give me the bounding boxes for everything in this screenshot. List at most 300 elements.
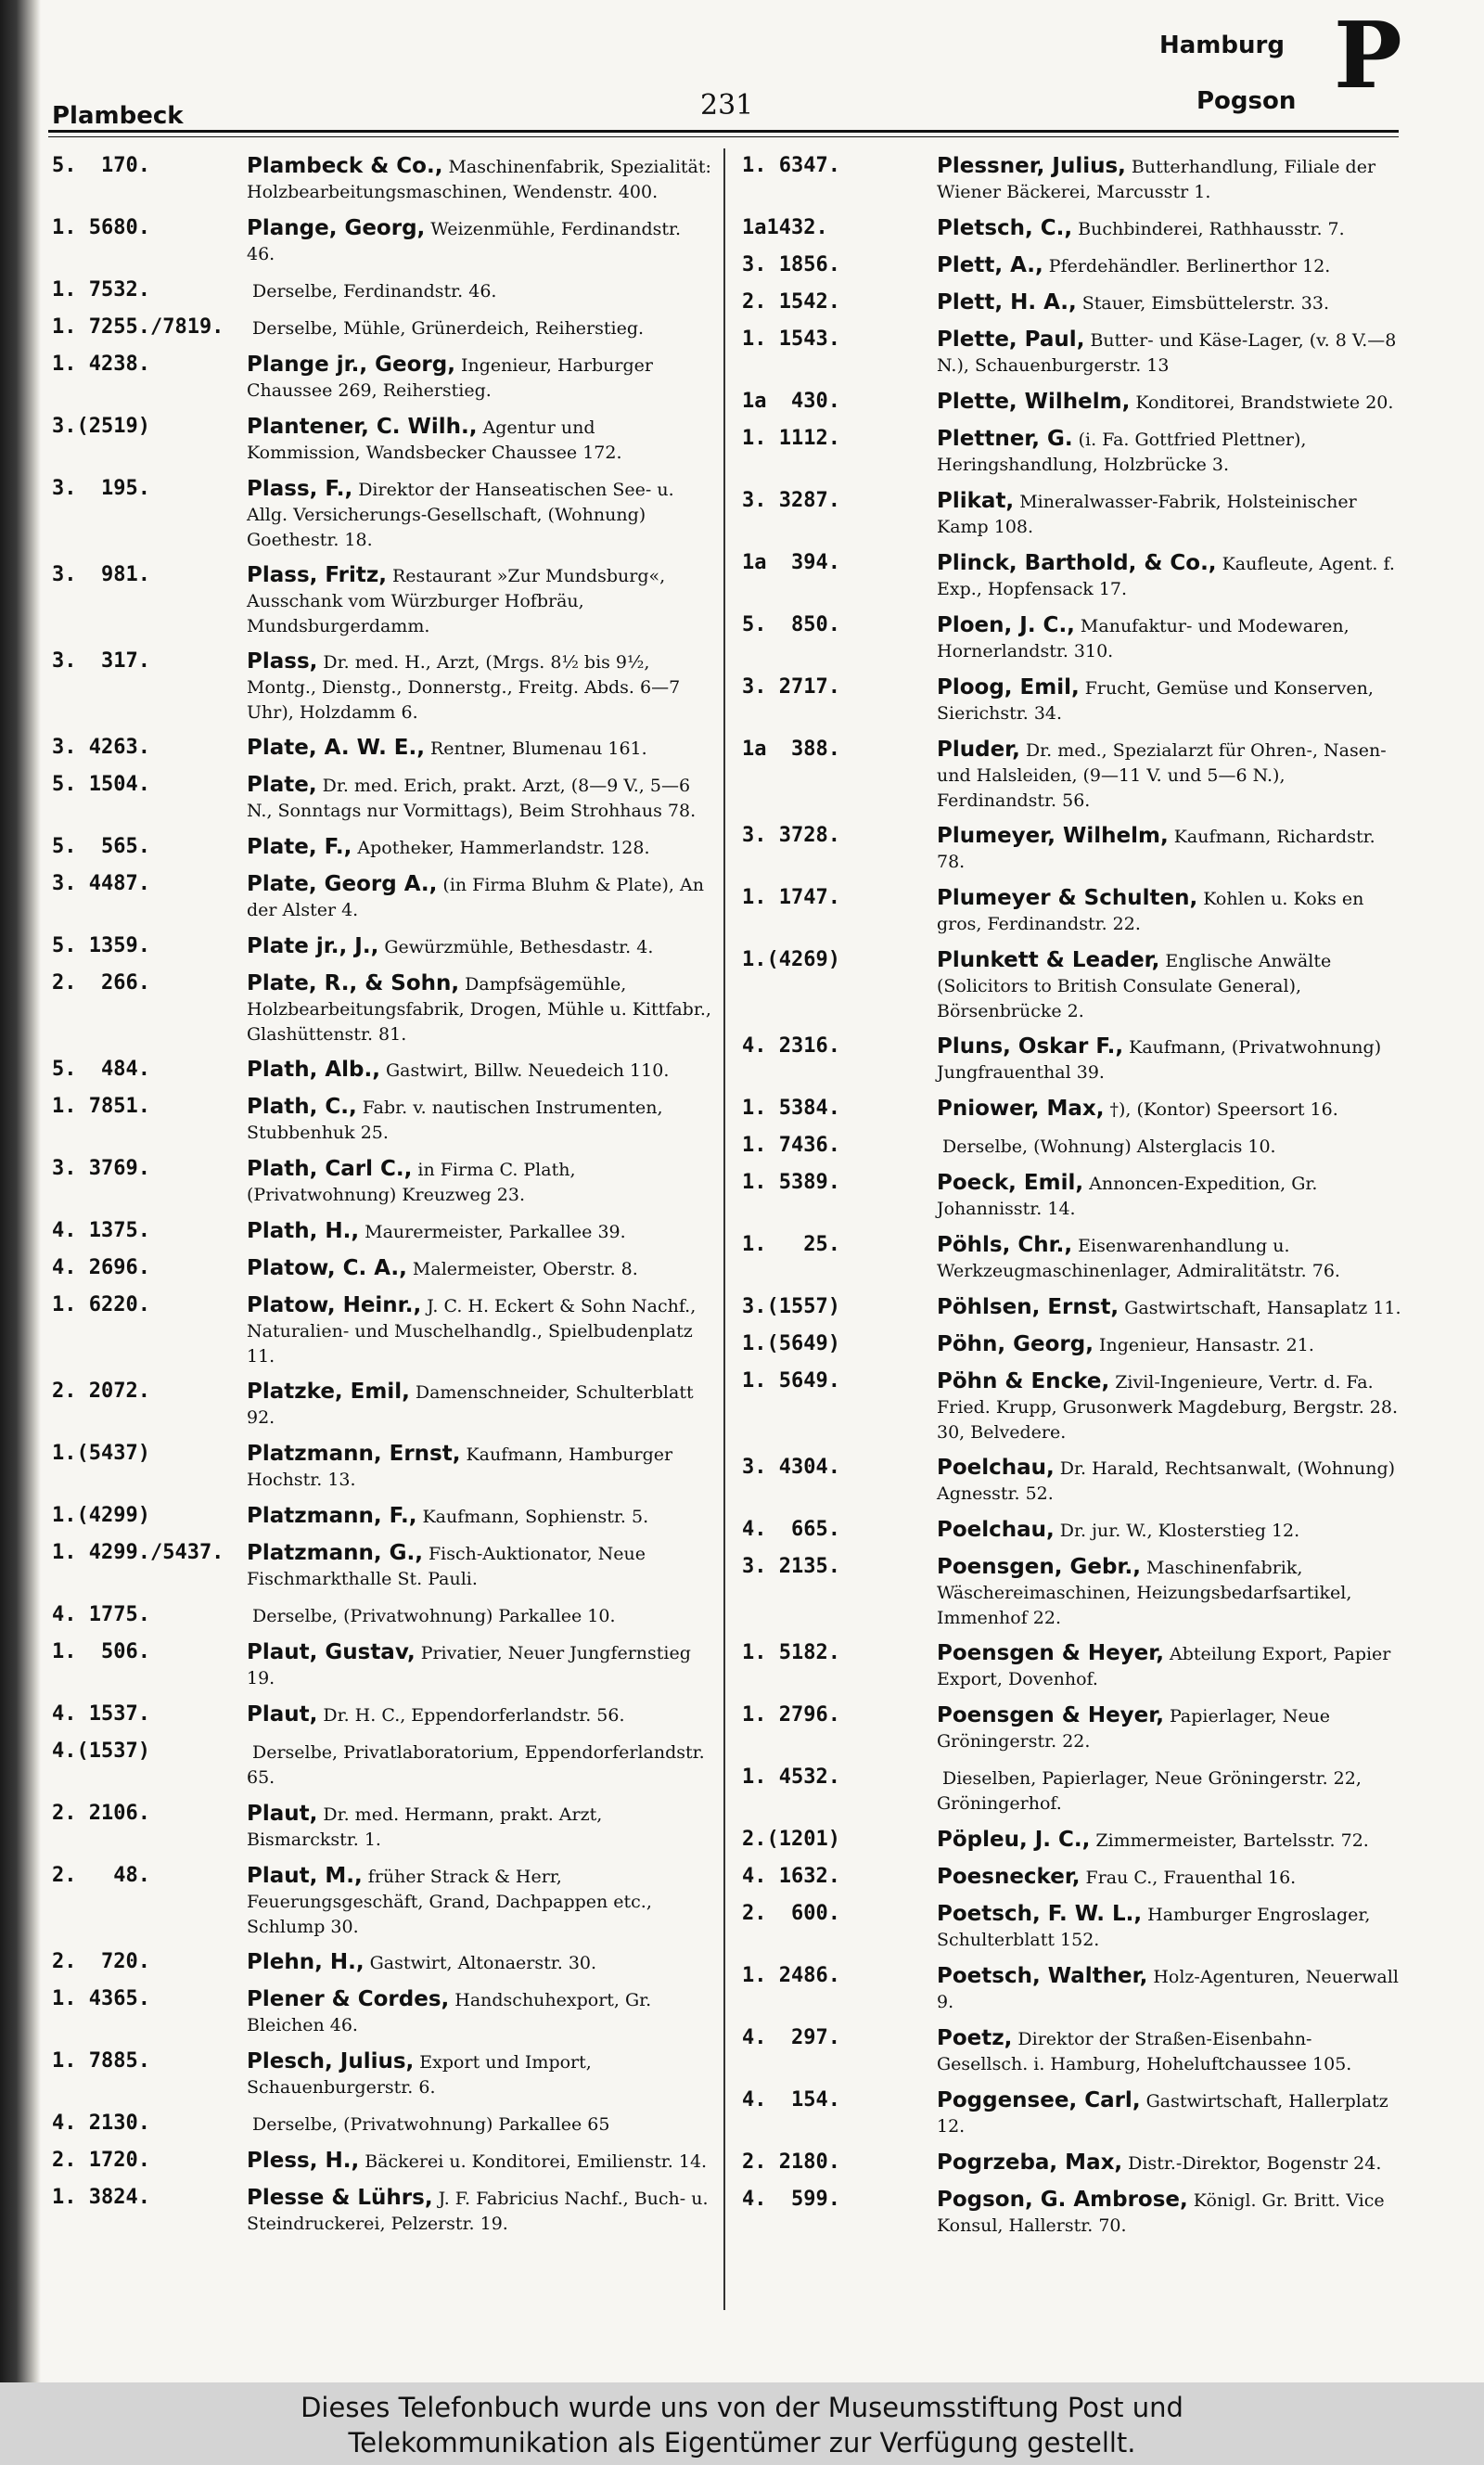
entry-name: Poelchau,: [937, 1456, 1055, 1480]
entry-name: Plate, Georg A.,: [247, 872, 438, 896]
directory-entry: [52, 477, 712, 551]
entry-details: Rentner, Blumenau 161.: [430, 738, 647, 759]
phone-code: 4. 2130.: [52, 2112, 150, 2135]
entry-name: Plesch, Julius,: [247, 2049, 415, 2073]
entry-name: Plessner, Julius,: [937, 154, 1126, 178]
footer-notice: [0, 2382, 1484, 2465]
directory-entry: [742, 1332, 1402, 1357]
entry-name: Pogrzeba, Max,: [937, 2150, 1123, 2175]
directory-entry: [52, 1157, 712, 1207]
entry-details: Restaurant »Zur Mundsburg«, Ausschank vom Würzburger Hofbräu, Mundsburgerdamm.: [247, 566, 666, 636]
left-column: [52, 154, 712, 2248]
phone-code: 5. 850.: [742, 613, 840, 636]
directory-entry: [742, 390, 1402, 415]
directory-entry: [742, 1641, 1402, 1691]
directory-entry: [742, 1097, 1402, 1122]
entry-name: Plett, H. A.,: [937, 290, 1077, 315]
phone-code: 1a 430.: [742, 390, 840, 413]
phone-code: 1.(5437): [52, 1442, 150, 1465]
entry-details: Manufaktur- und Modewaren, Hornerlandstr. 310.: [937, 616, 1350, 661]
entry-name: Pluder,: [937, 738, 1020, 762]
entry-details: Maurermeister, Parkallee 39.: [365, 1222, 626, 1242]
phone-code: 5. 1359.: [52, 934, 150, 957]
directory-entry: [742, 327, 1402, 378]
phone-code: 1. 2486.: [742, 1964, 840, 1987]
phone-code: 1.(4269): [742, 948, 840, 971]
entry-details: Distr.-Direktor, Bogenstr 24.: [1128, 2153, 1382, 2174]
entry-name: Plinck, Barthold, & Co.,: [937, 551, 1217, 575]
phone-code: 2. 2072.: [52, 1380, 150, 1403]
directory-entry: [52, 1950, 712, 1975]
directory-entry: [742, 948, 1402, 1022]
phone-code: 1. 7885.: [52, 2049, 150, 2073]
entry-details: Direktor der Hanseatischen See- u. Allg. Versicherungs-Gesellschaft, (Wohnung) Goethestr. 18.: [247, 480, 674, 550]
phone-code: 1. 6220.: [52, 1293, 150, 1316]
page-number: 231: [700, 89, 754, 122]
header-left-word: Plambeck: [52, 102, 184, 130]
phone-code: 1. 1543.: [742, 327, 840, 351]
entry-details: Eisenwarenhandlung u. Werkzeugmaschinenlager, Admiralitätstr. 76.: [937, 1236, 1340, 1281]
directory-entry: [52, 1740, 712, 1790]
entry-details: Derselbe, (Privatwohnung) Parkallee 65: [252, 2114, 610, 2135]
phone-code: 1a 388.: [742, 738, 840, 761]
entry-name: Poesnecker,: [937, 1865, 1081, 1889]
entry-details: Papierlager, Neue Gröningerstr. 22.: [937, 1706, 1331, 1752]
entry-name: Plass, F.,: [247, 477, 353, 501]
entry-name: Plass, Fritz,: [247, 563, 387, 587]
entry-name: Pöhn & Encke,: [937, 1369, 1110, 1393]
phone-code: 2. 1542.: [742, 290, 840, 314]
entry-name: Plikat,: [937, 489, 1015, 513]
entry-name: Pletsch, C.,: [937, 216, 1073, 240]
phone-code: 2. 2180.: [742, 2150, 840, 2174]
entry-details: Dr. med., Spezialarzt für Ohren-, Nasen- und Halsleiden, (9—11 V. und 5—6 N.), Ferdinandstr. 56.: [937, 740, 1387, 811]
entry-name: Plantener, C. Wilh.,: [247, 415, 478, 439]
directory-entry: [52, 971, 712, 1046]
phone-code: 3. 2135.: [742, 1555, 840, 1578]
entry-details: (in Firma Bluhm & Plate), An der Alster 4.: [247, 875, 704, 920]
entry-name: Plate jr., J.,: [247, 934, 379, 958]
directory-entry: [52, 1442, 712, 1492]
phone-code: 2. 1720.: [52, 2149, 150, 2172]
directory-entry: [52, 2049, 712, 2099]
directory-entry: [742, 1828, 1402, 1853]
directory-entry: [742, 675, 1402, 725]
phone-code: 3. 3769.: [52, 1157, 150, 1180]
directory-entry: [742, 1369, 1402, 1444]
directory-entry: [742, 2026, 1402, 2076]
entry-name: Pöhls, Chr.,: [937, 1233, 1073, 1257]
directory-entry: [742, 427, 1402, 477]
phone-code: 4. 1775.: [52, 1603, 150, 1626]
directory-entry: [742, 1134, 1402, 1159]
entry-details: Derselbe, Mühle, Grünerdeich, Reiherstieg.: [252, 318, 645, 339]
entry-details: Bäckerei u. Konditorei, Emilienstr. 14.: [365, 2151, 708, 2172]
entry-details: Dampfsägemühle, Holzbearbeitungsfabrik, Drogen, Mühle u. Kittfabr., Glashüttenstr. 81.: [247, 974, 711, 1045]
entry-details: Derselbe, (Wohnung) Alsterglacis 10.: [942, 1136, 1276, 1157]
directory-entry: [742, 1865, 1402, 1890]
directory-entry: [52, 1293, 712, 1367]
entry-details: Gastwirt, Altonaerstr. 30.: [369, 1953, 597, 1973]
phone-code: 1. 5680.: [52, 216, 150, 239]
phone-code: 4. 665.: [742, 1518, 840, 1541]
entry-name: Plath, H.,: [247, 1219, 360, 1243]
header-rule-thick: [48, 130, 1399, 133]
phone-code: 5. 565.: [52, 835, 150, 858]
phone-code: 1. 4299./5437.: [52, 1541, 224, 1564]
entry-details: Kaufmann, Sophienstr. 5.: [422, 1507, 649, 1527]
entry-name: Plener & Cordes,: [247, 1987, 450, 2011]
entry-details: Dr. med. Erich, prakt. Arzt, (8—9 V., 5—6 N., Sonntags nur Vormittags), Beim Strohhaus 78.: [247, 776, 697, 821]
entry-details: Handschuhexport, Gr. Bleichen 46.: [247, 1990, 652, 2035]
directory-entry: [52, 1702, 712, 1727]
phone-code: 3. 1856.: [742, 253, 840, 276]
directory-entry: [742, 1295, 1402, 1320]
phone-code: 3. 3728.: [742, 824, 840, 847]
entry-details: Annoncen-Expedition, Gr. Johannisstr. 14.: [937, 1174, 1318, 1219]
directory-entry: [742, 1518, 1402, 1543]
entry-name: Plate, R., & Sohn,: [247, 971, 460, 995]
directory-entry: [742, 1233, 1402, 1283]
entry-details: Export und Import, Schauenburgerstr. 6.: [247, 2052, 592, 2098]
entry-details: Maschinenfabrik, Spezialität: Holzbearbeitungsmaschinen, Wendenstr. 400.: [247, 157, 711, 202]
entry-details: Derselbe, Privatlaboratorium, Eppendorferlandstr. 65.: [247, 1742, 705, 1788]
directory-entry: [52, 2112, 712, 2137]
directory-entry: [52, 1095, 712, 1145]
directory-entry: [742, 2150, 1402, 2176]
directory-entry: [52, 154, 712, 204]
phone-code: 1.(4299): [52, 1504, 150, 1527]
phone-code: 1. 3824.: [52, 2186, 150, 2209]
phone-code: 4. 599.: [742, 2188, 840, 2211]
phone-code: 2. 720.: [52, 1950, 150, 1973]
right-column: [742, 154, 1402, 2250]
footer-line-2: Telekommunikation als Eigentümer zur Verfügung gestellt.: [348, 2427, 1136, 2459]
entry-details: Buchbinderei, Rathhausstr. 7.: [1078, 219, 1345, 239]
phone-code: 1. 6347.: [742, 154, 840, 177]
phone-code: 3. 4487.: [52, 872, 150, 895]
directory-entry: [52, 773, 712, 823]
entry-name: Platow, Heinr.,: [247, 1293, 422, 1317]
entry-details: Zimmermeister, Bartelsstr. 72.: [1095, 1830, 1369, 1851]
entry-details: Frau C., Frauenthal 16.: [1085, 1868, 1297, 1888]
entry-name: Plette, Paul,: [937, 327, 1085, 352]
phone-code: 5. 170.: [52, 154, 150, 177]
entry-name: Poeck, Emil,: [937, 1171, 1084, 1195]
phone-code: 1. 5384.: [742, 1097, 840, 1120]
entry-details: Ingenieur, Harburger Chaussee 269, Reiherstieg.: [247, 355, 653, 401]
entry-name: Platow, C. A.,: [247, 1256, 407, 1280]
phone-code: 1a 394.: [742, 551, 840, 574]
directory-entry: [742, 253, 1402, 278]
directory-entry: [742, 1171, 1402, 1221]
footer-line-1: Dieses Telefonbuch wurde uns von der Museumsstiftung Post und: [301, 2392, 1183, 2423]
column-divider: [723, 148, 725, 2310]
entry-name: Plath, C.,: [247, 1095, 357, 1119]
entry-name: Plange jr., Georg,: [247, 353, 455, 377]
entry-details: Hamburger Engroslager, Schulterblatt 152.: [937, 1905, 1371, 1950]
directory-entry: [52, 1219, 712, 1244]
entry-details: Fisch-Auktionator, Neue Fischmarkthalle St. Pauli.: [247, 1544, 646, 1589]
directory-entry: [742, 824, 1402, 874]
directory-entry: [742, 1765, 1402, 1816]
entry-details: Dr. med. Hermann, prakt. Arzt, Bismarckstr. 1.: [247, 1804, 603, 1850]
entry-name: Poensgen & Heyer,: [937, 1703, 1164, 1727]
phone-code: 4. 1632.: [742, 1865, 840, 1888]
entry-details: Dieselben, Papierlager, Neue Gröningerstr. 22, Gröningerhof.: [937, 1768, 1362, 1814]
entry-details: früher Strack & Herr, Feuerungsgeschäft, Grand, Dachpappen etc., Schlump 30.: [247, 1867, 652, 1937]
entry-details: Abteilung Export, Papier Export, Dovenhof.: [937, 1644, 1391, 1689]
directory-entry: [52, 1864, 712, 1938]
entry-name: Poelchau,: [937, 1518, 1055, 1542]
directory-entry: [52, 1987, 712, 2037]
entry-details: Gastwirtschaft, Hansaplatz 11.: [1124, 1298, 1401, 1318]
book-spine-shadow: [0, 0, 41, 2382]
entry-details: Stauer, Eimsbüttelerstr. 33.: [1081, 293, 1330, 314]
entry-details: J. C. H. Eckert & Sohn Nachf., Naturalien- und Muschelhandlg., Spielbudenplatz 11.: [247, 1296, 697, 1367]
directory-entry: [52, 649, 712, 724]
directory-entry: [742, 1964, 1402, 2014]
directory-entry: [742, 2088, 1402, 2138]
directory-entry: [52, 1603, 712, 1628]
entry-details: Derselbe, (Privatwohnung) Parkallee 10.: [252, 1606, 616, 1626]
phone-code: 4. 2316.: [742, 1034, 840, 1058]
directory-entry: [52, 1380, 712, 1430]
directory-entry: [52, 736, 712, 761]
phone-code: 5. 484.: [52, 1058, 150, 1081]
entry-name: Plass,: [247, 649, 318, 674]
entry-details: (i. Fa. Gottfried Plettner), Heringshandlung, Holzbrücke 3.: [937, 430, 1307, 475]
directory-entry: [742, 1902, 1402, 1952]
entry-name: Plehn, H.,: [247, 1950, 365, 1974]
phone-code: 2. 266.: [52, 971, 150, 995]
phone-code: 2. 48.: [52, 1864, 150, 1887]
entry-name: Platzmann, G.,: [247, 1541, 423, 1565]
phone-code: 1. 7255./7819.: [52, 315, 224, 339]
directory-entry: [52, 415, 712, 465]
entry-details: J. F. Fabricius Nachf., Buch- u. Steindruckerei, Pelzerstr. 19.: [247, 2189, 709, 2234]
directory-entry: [742, 738, 1402, 812]
directory-entry: [52, 1256, 712, 1281]
entry-details: Weizenmühle, Ferdinandstr. 46.: [247, 219, 682, 264]
phone-code: 4. 1375.: [52, 1219, 150, 1242]
directory-entry: [742, 489, 1402, 539]
phone-code: 3.(2519): [52, 415, 150, 438]
entry-details: Butter- und Käse-Lager, (v. 8 V.—8 N.), Schauenburgerstr. 13: [937, 330, 1397, 376]
entry-name: Poensgen & Heyer,: [937, 1641, 1164, 1665]
entry-details: Kaufmann, Richardstr. 78.: [937, 827, 1375, 872]
header-right-word: Pogson: [1196, 87, 1297, 115]
phone-code: 4. 1537.: [52, 1702, 150, 1726]
entry-name: Pniower, Max,: [937, 1097, 1105, 1121]
entry-details: Direktor der Straßen-Eisenbahn-Gesellsch. i. Hamburg, Hoheluftchaussee 105.: [937, 2029, 1352, 2074]
directory-entry: [52, 934, 712, 959]
directory-entry: [742, 154, 1402, 204]
phone-code: 5. 1504.: [52, 773, 150, 796]
entry-details: Malermeister, Oberstr. 8.: [412, 1259, 638, 1279]
phone-code: 2. 2106.: [52, 1802, 150, 1825]
entry-name: Ploen, J. C.,: [937, 613, 1075, 637]
entry-name: Plange, Georg,: [247, 216, 426, 240]
phone-code: 3. 195.: [52, 477, 150, 500]
entry-details: †), (Kontor) Speersort 16.: [1109, 1099, 1338, 1120]
phone-code: 1. 7436.: [742, 1134, 840, 1157]
entry-name: Plate,: [247, 773, 317, 797]
directory-entry: [52, 1802, 712, 1852]
entry-details: Kaufleute, Agent. f. Exp., Hopfensack 17.: [937, 554, 1395, 599]
entry-details: Zivil-Ingenieure, Vertr. d. Fa. Fried. Krupp, Grusonwerk Magdeburg, Bergstr. 28. 30, Belvedere.: [937, 1372, 1399, 1443]
entry-name: Plunkett & Leader,: [937, 948, 1160, 972]
entry-details: Butterhandlung, Filiale der Wiener Bäckerei, Marcusstr 1.: [937, 157, 1376, 202]
directory-entry: [742, 216, 1402, 241]
phone-code: 4.(1537): [52, 1740, 150, 1763]
entry-details: Kaufmann, (Privatwohnung) Jungfrauenthal 39.: [937, 1037, 1382, 1083]
entry-details: Gastwirtschaft, Hallerplatz 12.: [937, 2091, 1388, 2137]
entry-details: Kaufmann, Hamburger Hochstr. 13.: [247, 1444, 673, 1490]
entry-name: Platzmann, Ernst,: [247, 1442, 461, 1466]
entry-details: Dr. Harald, Rechtsanwalt, (Wohnung) Agnesstr. 52.: [937, 1458, 1396, 1504]
phone-code: 1. 1747.: [742, 886, 840, 909]
directory-entry: [742, 2188, 1402, 2238]
phone-code: 3. 3287.: [742, 489, 840, 512]
entry-details: Dr. jur. W., Klosterstieg 12.: [1059, 1521, 1300, 1541]
directory-entry: [52, 315, 712, 340]
directory-entry: [52, 1640, 712, 1690]
directory-entry: [52, 216, 712, 266]
entry-details: Mineralwasser-Fabrik, Holsteinischer Kamp 108.: [937, 492, 1357, 537]
entry-name: Platzke, Emil,: [247, 1380, 410, 1404]
phone-code: 1. 5182.: [742, 1641, 840, 1664]
entry-name: Pöhn, Georg,: [937, 1332, 1094, 1356]
entry-name: Pluns, Oskar F.,: [937, 1034, 1124, 1059]
entry-name: Plaut, M.,: [247, 1864, 363, 1888]
directory-entry: [52, 2149, 712, 2174]
entry-name: Pogson, G. Ambrose,: [937, 2188, 1188, 2212]
phone-code: 1. 4532.: [742, 1765, 840, 1789]
directory-entry: [52, 835, 712, 860]
entry-name: Ploog, Emil,: [937, 675, 1080, 700]
entry-name: Plath, Carl C.,: [247, 1157, 413, 1181]
phone-code: 3. 981.: [52, 563, 150, 586]
entry-details: Konditorei, Brandstwiete 20.: [1135, 392, 1394, 413]
entry-name: Platzmann, F.,: [247, 1504, 417, 1528]
entry-details: Damenschneider, Schulterblatt 92.: [247, 1382, 694, 1428]
directory-entry: [742, 1456, 1402, 1506]
entry-details: Ingenieur, Hansastr. 21.: [1098, 1335, 1314, 1355]
phone-code: 2.(1201): [742, 1828, 840, 1851]
entry-name: Plett, A.,: [937, 253, 1043, 277]
directory-entry: [742, 551, 1402, 601]
phone-code: 1. 25.: [742, 1233, 840, 1256]
entry-details: Königl. Gr. Britt. Vice Konsul, Hallerstr. 70.: [937, 2190, 1385, 2236]
phone-code: 2. 600.: [742, 1902, 840, 1925]
entry-details: Apotheker, Hammerlandstr. 128.: [357, 838, 650, 858]
entry-details: Fabr. v. nautischen Instrumenten, Stubbenhuk 25.: [247, 1098, 663, 1143]
entry-name: Plath, Alb.,: [247, 1058, 380, 1082]
entry-name: Plesse & Lührs,: [247, 2186, 433, 2210]
entry-name: Plettner, G.: [937, 427, 1073, 451]
phone-code: 1. 4238.: [52, 353, 150, 376]
entry-name: Poetsch, Walther,: [937, 1964, 1148, 1988]
phone-code: 1a1432.: [742, 216, 828, 239]
header-city: Hamburg: [1159, 32, 1285, 59]
entry-details: Gewürzmühle, Bethesdastr. 4.: [384, 937, 654, 957]
entry-details: Derselbe, Ferdinandstr. 46.: [252, 281, 497, 302]
entry-details: Dr. H. C., Eppendorferlandstr. 56.: [323, 1705, 625, 1726]
entry-details: Pferdehändler. Berlinerthor 12.: [1048, 256, 1331, 276]
page-header: [0, 0, 1484, 139]
entry-details: Frucht, Gemüse und Konserven, Sierichstr. 34.: [937, 678, 1374, 724]
entry-name: Plumeyer & Schulten,: [937, 886, 1198, 910]
directory-entry: [52, 353, 712, 403]
phone-code: 1. 4365.: [52, 1987, 150, 2010]
entry-name: Poggensee, Carl,: [937, 2088, 1141, 2112]
entry-details: Gastwirt, Billw. Neuedeich 110.: [386, 1060, 670, 1081]
entry-name: Pöhlsen, Ernst,: [937, 1295, 1119, 1319]
entry-name: Plate, A. W. E.,: [247, 736, 425, 760]
phone-code: 3. 317.: [52, 649, 150, 673]
directory-entry: [52, 1541, 712, 1591]
directory-entry: [52, 2186, 712, 2236]
directory-entry: [742, 1555, 1402, 1629]
phone-code: 3. 4304.: [742, 1456, 840, 1479]
directory-entry: [52, 278, 712, 303]
entry-details: Kohlen u. Koks en gros, Ferdinandstr. 22.: [937, 889, 1364, 934]
entry-name: Plaut, Gustav,: [247, 1640, 416, 1664]
phone-code: 4. 154.: [742, 2088, 840, 2112]
header-letter: P: [1334, 3, 1402, 109]
entry-name: Plaut,: [247, 1702, 318, 1727]
entry-details: Englische Anwälte (Solicitors to British Consulate General), Börsenbrücke 2.: [937, 951, 1332, 1021]
phone-code: 3. 2717.: [742, 675, 840, 699]
entry-details: Privatier, Neuer Jungfernstieg 19.: [247, 1643, 691, 1688]
phone-code: 1. 506.: [52, 1640, 150, 1663]
entry-name: Plate, F.,: [247, 835, 352, 859]
entry-name: Plumeyer, Wilhelm,: [937, 824, 1169, 848]
entry-name: Poensgen, Gebr.,: [937, 1555, 1141, 1579]
phone-code: 1.(5649): [742, 1332, 840, 1355]
directory-entry: [742, 1034, 1402, 1085]
directory-entry: [742, 1703, 1402, 1753]
directory-entry: [742, 290, 1402, 315]
phone-code: 1. 1112.: [742, 427, 840, 450]
phone-code: 3. 4263.: [52, 736, 150, 759]
directory-entry: [742, 613, 1402, 663]
phone-code: 4. 2696.: [52, 1256, 150, 1279]
phone-code: 1. 5649.: [742, 1369, 840, 1393]
directory-entry: [742, 886, 1402, 936]
entry-name: Poetsch, F. W. L.,: [937, 1902, 1143, 1926]
header-rule-thin: [48, 136, 1399, 137]
entry-name: Poetz,: [937, 2026, 1013, 2050]
directory-entry: [52, 872, 712, 922]
entry-details: Holz-Agenturen, Neuerwall 9.: [937, 1967, 1399, 2012]
phone-code: 1. 7532.: [52, 278, 150, 302]
entry-details: Maschinenfabrik, Wäschereimaschinen, Heizungsbedarfsartikel, Immenhof 22.: [937, 1558, 1352, 1628]
entry-name: Plambeck & Co.,: [247, 154, 443, 178]
entry-details: Agentur und Kommission, Wandsbecker Chaussee 172.: [247, 417, 622, 463]
entry-details: in Firma C. Plath, (Privatwohnung) Kreuzweg 23.: [247, 1160, 576, 1205]
directory-entry: [52, 1504, 712, 1529]
phone-code: 1. 2796.: [742, 1703, 840, 1727]
phone-code: 1. 7851.: [52, 1095, 150, 1118]
entry-name: Plaut,: [247, 1802, 318, 1826]
phone-code: 4. 297.: [742, 2026, 840, 2049]
directory-entry: [52, 1058, 712, 1083]
phone-code: 1. 5389.: [742, 1171, 840, 1194]
entry-name: Pöpleu, J. C.,: [937, 1828, 1091, 1852]
phone-code: 3.(1557): [742, 1295, 840, 1318]
